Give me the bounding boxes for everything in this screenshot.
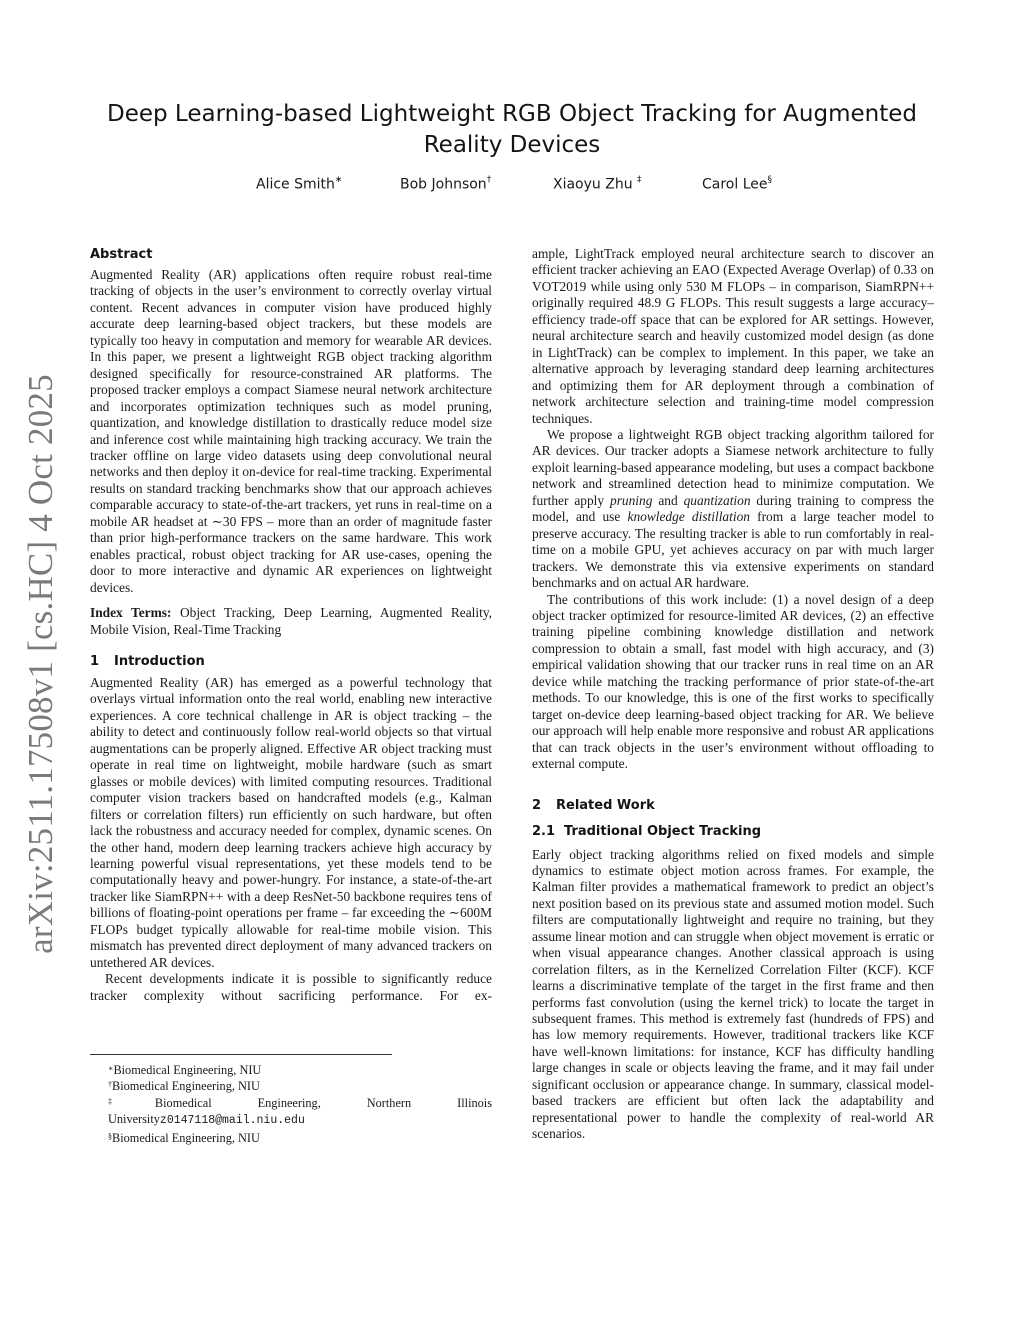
text-run: during training to compress the model, and use — [532, 492, 934, 525]
author-list — [0, 176, 1024, 198]
index-terms — [90, 605, 492, 638]
footnote-mark: § — [108, 1131, 112, 1141]
footnote-rule — [90, 1054, 392, 1055]
footnote-3 — [90, 1095, 492, 1130]
footnote-text: Biomedical Engineering, NIU — [112, 1079, 260, 1094]
author-2 — [400, 176, 491, 193]
intro-paragraph-4: The contributions of this work include: (1) a novel design of a deep object tracker optimized for resource-limited AR devices, (2) an effective training pipeline combining knowledge distillation and network compression to obtain a small, fast model with high accuracy, and (3) empirical validation showing that our tracker runs in real time on an AR device while matching the tracking performance of prior state-of-the-art methods. To our knowledge, this is one of the first works to specifically target on-device deep learning-based object tracking for AR. We believe our approach will help enable more responsive and robust AR applications that can track objects in the user’s environment without offloading to external compute. — [532, 591, 934, 772]
related-paragraph-1: Early object tracking algorithms relied on fixed models and simple dynamics to estimate object motion across frames. For example, the Kalman filter provides a mathematical framework to predict an object’s next position based on its previous state and assumed motion model. Such filters are computationally lightweight and require no training, but they assume linear motion and can struggle when object movement is erratic or when visual appearance changes. Another classical approach is using correlation filters, as in the Kernelized Correlation Filter (KCF). KCF learns a discriminative template of the target in the first frame and then performs fast convolution (using the kernel trick) to locate the target in subsequent frames. This method is extremely fast (hundreds of FPS) and has low memory requirements. However, traditional trackers like KCF have well-known limitations: for instance, KCF has difficulty handling large changes in scale or objects leaving the frame, and it may fail under significant occlusion or appearance change. In summary, classical model-based trackers are efficient but often lack the adaptability and representational power to handle the complexity of real-world AR scenarios. — [532, 846, 934, 1142]
intro-paragraph-1: Augmented Reality (AR) has emerged as a powerful technology that overlays virtual information onto the real world, enabling new interactive experiences. A core technical challenge in AR is object tracking – the ability to detect and continuously follow real-world objects so that virtual augmentations can be properly aligned. Effective AR object tracking must operate in real time on lightweight, mobile hardware (such as smart glasses or mobile devices) with limited computing resources. Traditional computer vision trackers based on handcrafted models (e.g., Kalman filters or correlation filters) run efficiently on such hardware, but often lack the robustness and accuracy needed for complex, dynamic scenes. On the other hand, modern deep learning trackers achieve high accuracy by learning powerful visual representations, yet these models tend to be computationally heavy and power-hungry. For instance, a state-of-the-art tracker like SiamRPN++ with a deep ResNet-50 backbone requires tens of billions of floating-point operations per frame – far exceeding the ∼600M FLOPs budget typically allowable for real-time mobile vision. This mismatch has prevented direct deployment of many advanced trackers on untethered AR devices. — [90, 674, 492, 970]
author-3 — [553, 176, 642, 193]
intro-paragraph-2: Recent developments indicate it is possible to significantly reduce tracker complexity without sacrificing performance. For ex- — [90, 971, 492, 1003]
footnote-mark: ‡ — [108, 1096, 155, 1106]
text-run: We propose a lightweight RGB object tracking algorithm tailored for AR devices. Our tracker adopts a Siamese network architecture to fully exploit learning-based appearance modeling, but uses a compact backbone network and streamlined detection head to minimize computation. We further apply — [532, 426, 934, 508]
section-heading-related-work — [532, 797, 934, 814]
footnotes — [90, 1062, 492, 1146]
emphasis-knowledge-distillation: knowledge distillation — [627, 509, 750, 525]
footnote-text: Biomedical Engineering, Northern Illinois University — [108, 1095, 492, 1127]
author-mark: ∗ — [334, 175, 343, 185]
text-run: from a large teacher model to preserve accuracy. The resulting tracker is able to run comfortably in real-time on a mobile GPU, yet achieves accuracy on par with much larger trackers. We demonstrate this via extensive experiments on standard benchmarks and on actual AR hardware. — [532, 509, 934, 591]
subsection-number: 2.1 — [532, 823, 556, 839]
text-run: and — [652, 492, 684, 508]
emphasis-pruning: pruning — [610, 492, 653, 508]
author-mark: † — [486, 175, 492, 185]
index-terms-label: Index Terms: — [90, 605, 172, 621]
abstract-heading: Abstract — [90, 247, 153, 262]
footnote-mark: † — [108, 1080, 112, 1090]
footnote-email[interactable]: z0147118@mail.niu.edu — [159, 1114, 305, 1128]
intro-paragraph-3 — [532, 427, 934, 592]
right-column — [532, 246, 934, 1143]
footnote-text: Biomedical Engineering, NIU — [113, 1063, 262, 1077]
author-name: Xiaoyu Zhu — [553, 176, 633, 193]
footnote-4 — [90, 1130, 492, 1146]
arxiv-identifier: arXiv:2511.17508v1 [cs.HC] 4 Oct 2025 — [21, 374, 60, 954]
intro-paragraph-2-continued: ample, LightTrack employed neural architecture search to discover an efficient tracker achieving an EAO (Expected Average Overlap) of 0.33 on VOT2019 while using only 530 M FLOPs – in comparison, SiamRPN++ originally required 48.9 G FLOPs. This result suggests a large accuracy–efficiency trade-off space that can be explored for AR settings. However, neural architecture search and heavily customized model design (as done in LightTrack) can be complex to implement. In this paper, we take an alternative approach by leveraging standard deep learning architectures and optimizing them for AR deployment through a combination of network architecture selection and training-time model compression techniques. — [532, 246, 934, 426]
footnote-mark: ∗ — [108, 1064, 114, 1073]
section-number: 1 — [90, 653, 100, 669]
section-title: Introduction — [114, 653, 205, 669]
paper-title: Deep Learning-based Lightweight RGB Object Tracking for Augmented Reality Devices — [107, 101, 917, 158]
abstract-text: Augmented Reality (AR) applications often require robust real-time tracking of objects in the user’s environment to correctly overlay virtual content. Recent advances in computer vision have produced highly accurate deep learning-based object trackers, but these models are typically too heavy in computation and memory for wearable AR devices. In this paper, we present a lightweight RGB object tracking algorithm designed specifically for resource-constrained AR platforms. The proposed tracker employs a compact Siamese neural network architecture and incorporates optimization techniques such as model pruning, quantization, and knowledge distillation to drastically reduce model size and inference cost while maintaining high tracking accuracy. We train the tracker offline on large video datasets using deep convolutional neural networks and then deploy it on-device for real-time tracking. Experimental results on standard tracking benchmarks show that our approach achieves comparable accuracy to state-of-the-art trackers, yet runs in real-time on a mobile AR headset at ∼30 FPS – more than an order of magnitude faster than prior high-performance trackers on the same hardware. This work enables practical, robust object tracking for AR use-cases, opening the door to more interactive and dynamic AR experiences on lightweight devices. — [90, 267, 492, 595]
author-name: Alice Smith — [256, 176, 335, 193]
section-heading-introduction — [90, 653, 492, 670]
footnote-text: Biomedical Engineering, NIU — [112, 1130, 260, 1145]
author-name: Carol Lee — [702, 176, 768, 193]
author-mark: § — [767, 175, 772, 185]
author-1 — [256, 176, 342, 193]
footnote-1 — [90, 1062, 492, 1078]
left-column — [90, 246, 492, 1004]
section-title: Related Work — [556, 797, 655, 813]
author-name: Bob Johnson — [400, 176, 487, 193]
index-terms-text: Object Tracking, Deep Learning, Augmented Reality, Mobile Vision, Real-Time Tracking — [90, 605, 492, 637]
subsection-heading-traditional-tracking — [532, 823, 934, 840]
section-number: 2 — [532, 797, 542, 813]
author-mark: ‡ — [637, 175, 642, 185]
emphasis-quantization: quantization — [683, 492, 751, 508]
subsection-title: Traditional Object Tracking — [564, 823, 762, 839]
author-4 — [702, 176, 772, 193]
footnote-2 — [90, 1078, 492, 1094]
